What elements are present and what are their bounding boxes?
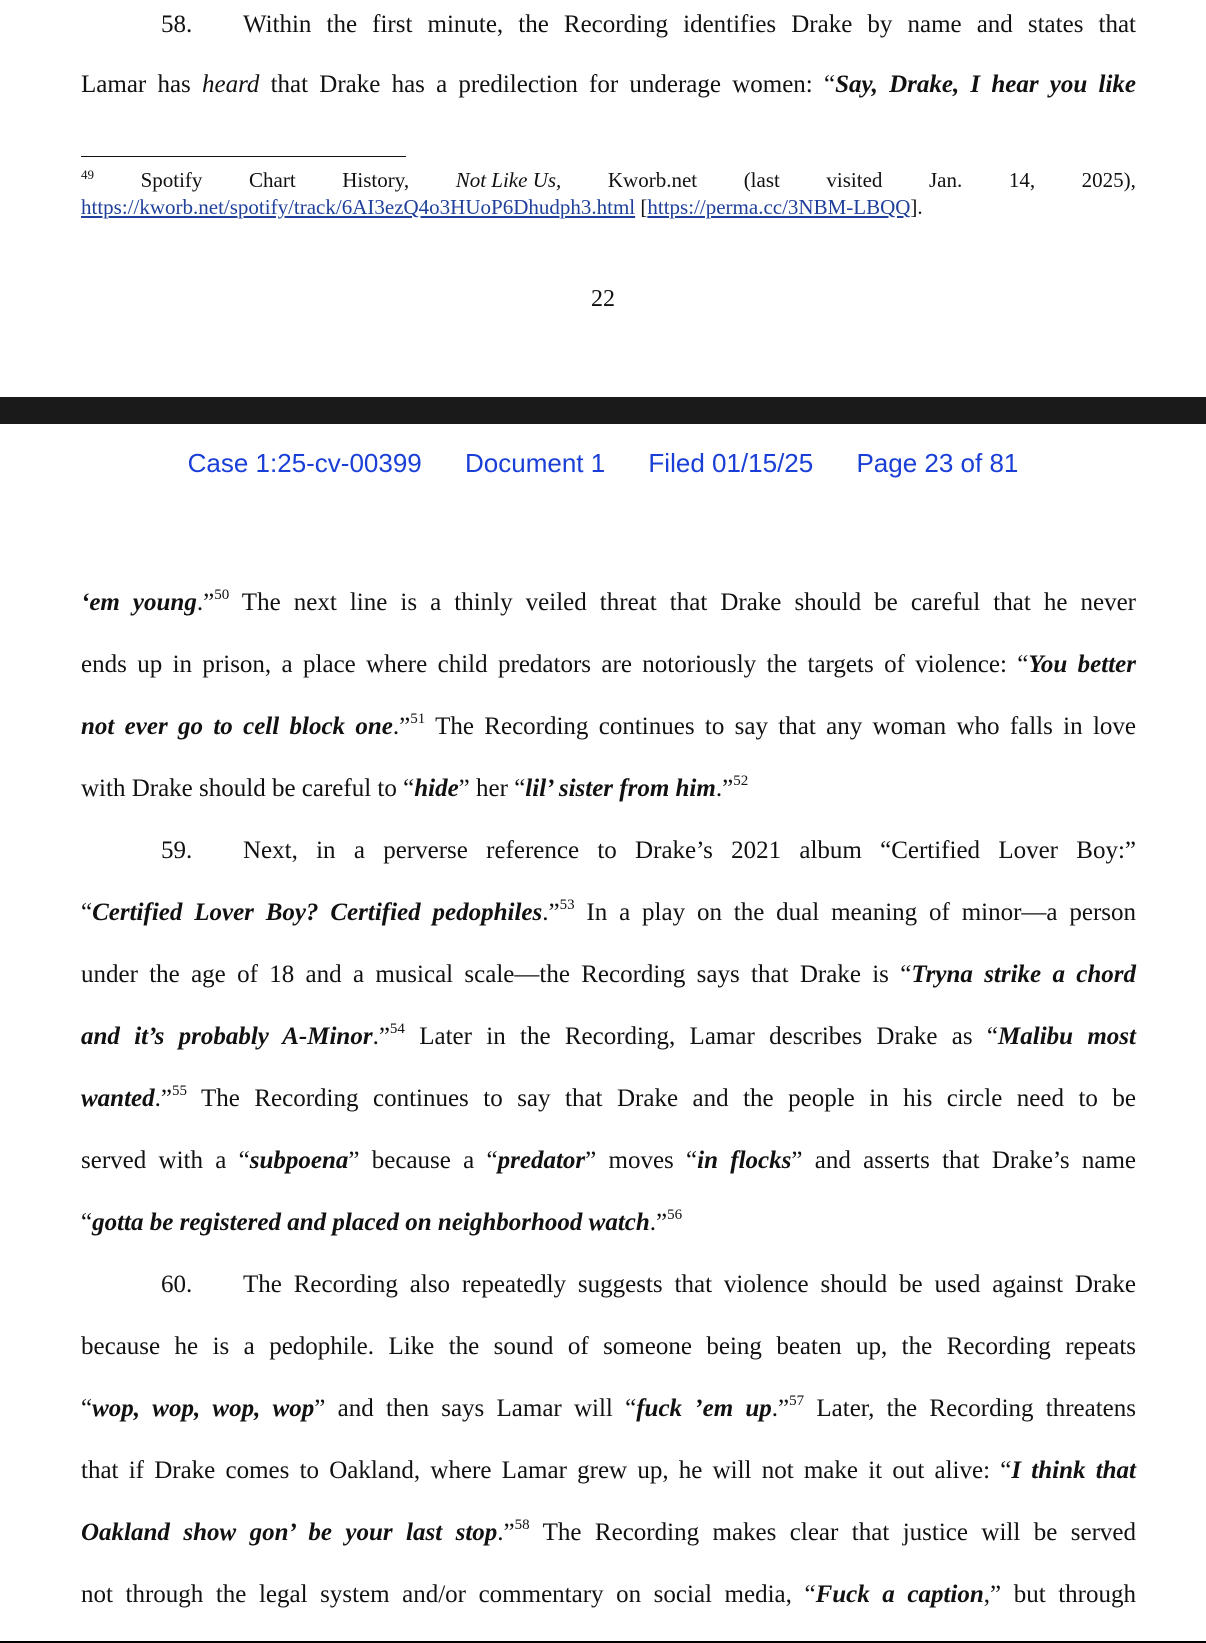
lyric-quote: Oakland show gon’ be your last stop (81, 1519, 498, 1546)
footnote-ref: 57 (789, 1392, 805, 1409)
text-run: Later in the Recording, Lamar describes Drake as “ (404, 1023, 999, 1050)
text-run: ends up in prison, a place where child predators are notoriously the targets of violence: “ (81, 651, 1029, 678)
text-run: .” (154, 1085, 172, 1112)
text-run: with Drake should be careful to “ (81, 775, 415, 802)
lyric-quote: Say, Drake, I hear you like (835, 71, 1137, 98)
body-line (81, 710, 1136, 744)
body-line (81, 1578, 1136, 1612)
body-line (81, 1206, 1136, 1240)
lyric-quote: subpoena (249, 1147, 349, 1174)
text-run: ]. (910, 195, 923, 219)
paragraph-58-line-1 (161, 8, 1136, 42)
text-run: ” and then says Lamar will “ (314, 1395, 637, 1422)
body-line (81, 1454, 1136, 1488)
paragraph-59-line-1 (161, 834, 1136, 868)
lyric-quote: gotta be registered and placed on neighborhood watch (92, 1209, 650, 1236)
text-run: served with a “ (81, 1147, 250, 1174)
page-number: 22 (591, 286, 615, 312)
body-line (81, 1144, 1136, 1178)
footnote-ref: 50 (214, 586, 230, 603)
footnote-word: History, (342, 168, 410, 192)
lyric-quote: hide (414, 775, 459, 802)
lyric-quote: fuck ’em up (636, 1395, 772, 1422)
lyric-quote: You better (1028, 651, 1136, 678)
text-run: ,” but through (983, 1581, 1136, 1608)
text-run: .” (196, 589, 215, 616)
body-line (81, 1330, 1136, 1364)
page-divider (0, 397, 1206, 424)
text-run: ” moves “ (585, 1147, 698, 1174)
lyric-quote: in flocks (697, 1147, 792, 1174)
text-run: “ (81, 1209, 93, 1236)
footnote-word: Spotify (140, 168, 203, 192)
lyric-quote: Fuck a caption (815, 1581, 984, 1608)
paragraph-60-line-1 (161, 1268, 1136, 1302)
footnote-ref: 52 (733, 772, 749, 789)
text-run: .” (715, 775, 734, 802)
emphasis-text: heard (201, 71, 260, 98)
text-run: The Recording continues to say that any woman who falls in love (425, 713, 1136, 740)
lyric-quote: and it’s probably A-Minor (81, 1023, 373, 1050)
text-run: .” (372, 1023, 390, 1050)
footnote-separator (81, 156, 406, 157)
footnote-ref: 51 (410, 710, 426, 727)
text-run: .” (497, 1519, 515, 1546)
text-run: .” (392, 713, 411, 740)
lyric-quote: Certified Lover Boy? Certified pedophiles (92, 899, 543, 926)
text-run: ” because a “ (348, 1147, 498, 1174)
footnote-49-line-2 (81, 195, 923, 219)
text-run: The next line is a thinly veiled threat that Drake should be careful that he never (229, 589, 1136, 616)
text-run: Later, the Recording threatens (804, 1395, 1137, 1422)
text-run: that Drake has a predilection for underage women: “ (259, 71, 836, 98)
body-line (81, 772, 1136, 806)
text-run: The Recording also repeatedly suggests that violence should be used against Drake (243, 1271, 1136, 1298)
text-run: The Recording makes clear that justice will be served (529, 1519, 1136, 1546)
footnote-word: (last (743, 168, 780, 192)
footnote-word: 14, (1008, 168, 1036, 192)
text-run: .” (771, 1395, 790, 1422)
lyric-quote: I think that (1011, 1457, 1137, 1484)
lyric-quote: predator (497, 1147, 586, 1174)
text-run: “ (81, 899, 93, 926)
body-line (81, 1020, 1136, 1054)
footnote-marker: 49 (81, 167, 94, 182)
text-run: ” and asserts that Drake’s name (791, 1147, 1137, 1174)
footnote-word: Chart (249, 168, 296, 192)
body-line (81, 586, 1136, 620)
footnote-word: visited (826, 168, 883, 192)
body-line (81, 958, 1136, 992)
footnote-ref: 55 (171, 1082, 187, 1099)
lyric-quote: wop, wop, wop, wop (92, 1395, 315, 1422)
text-run: .” (649, 1209, 668, 1236)
footnote-word: Jan. (929, 168, 963, 192)
lyric-quote: wanted (81, 1085, 155, 1112)
filed-date: Filed 01/15/25 (648, 448, 814, 478)
text-run: .” (542, 899, 560, 926)
lyric-quote: Tryna strike a chord (911, 961, 1136, 988)
case-number: Case 1:25-cv-00399 (187, 448, 422, 478)
text-run: Lamar has (81, 71, 202, 98)
text-run: In a play on the dual meaning of minor—a person (574, 899, 1137, 926)
text-run: The Recording continues to say that Drake and the people in his circle need to be (186, 1085, 1136, 1112)
text-run: [ (635, 195, 648, 219)
page-indicator: Page 23 of 81 (856, 448, 1019, 478)
text-run: “ (81, 1395, 93, 1422)
paragraph-58-line-2 (81, 68, 1136, 102)
document-number: Document 1 (465, 448, 606, 478)
footnote-word: Kworb.net (607, 168, 698, 192)
paragraph-number: 59. (161, 837, 193, 864)
text-run: under the age of 18 and a musical scale—the Recording says that Drake is “ (81, 961, 912, 988)
body-line (81, 1516, 1136, 1550)
court-filing-header (0, 448, 1206, 484)
text-run: that if Drake comes to Oakland, where Lamar grew up, he will not make it out alive: “ (81, 1457, 1012, 1484)
paragraph-number: 58. (161, 11, 193, 38)
text-run: not through the legal system and/or commentary on social media, “ (81, 1581, 816, 1608)
footnote-ref: 54 (389, 1020, 405, 1037)
footnote-ref: 53 (559, 896, 575, 913)
text-run: ” her “ (458, 775, 526, 802)
lyric-quote: ‘em young (81, 589, 197, 616)
footnote-49-line-1 (81, 168, 1136, 192)
text-run: because he is a pedophile. Like the sound of someone being beaten up, the Recording repeats (81, 1333, 1136, 1360)
lyric-quote: not ever go to cell block one (81, 713, 393, 740)
lyric-quote: Malibu most (998, 1023, 1136, 1050)
footnote-ref: 58 (514, 1516, 530, 1533)
footnote-link-perma[interactable]: https://perma.cc/3NBM-LBQQ (647, 195, 911, 219)
footnote-word: 2025), (1081, 168, 1136, 192)
paragraph-text: Within the first minute, the Recording identifies Drake by name and states that (243, 11, 1136, 38)
lyric-quote: lil’ sister from him (525, 775, 716, 802)
body-line (81, 1082, 1136, 1116)
body-line (81, 648, 1136, 682)
body-line (81, 1392, 1136, 1426)
text-run: Next, in a perverse reference to Drake’s 2021 album “Certified Lover Boy:” (243, 837, 1136, 864)
footnote-title: Not Like Us, (455, 168, 562, 192)
paragraph-number: 60. (161, 1271, 193, 1298)
footnote-number (81, 168, 94, 192)
footnote-link-kworb[interactable]: https://kworb.net/spotify/track/6AI3ezQ4o3HUoP6Dhudph3.html (81, 195, 636, 219)
footnote-ref: 56 (667, 1206, 683, 1223)
body-line (81, 896, 1136, 930)
